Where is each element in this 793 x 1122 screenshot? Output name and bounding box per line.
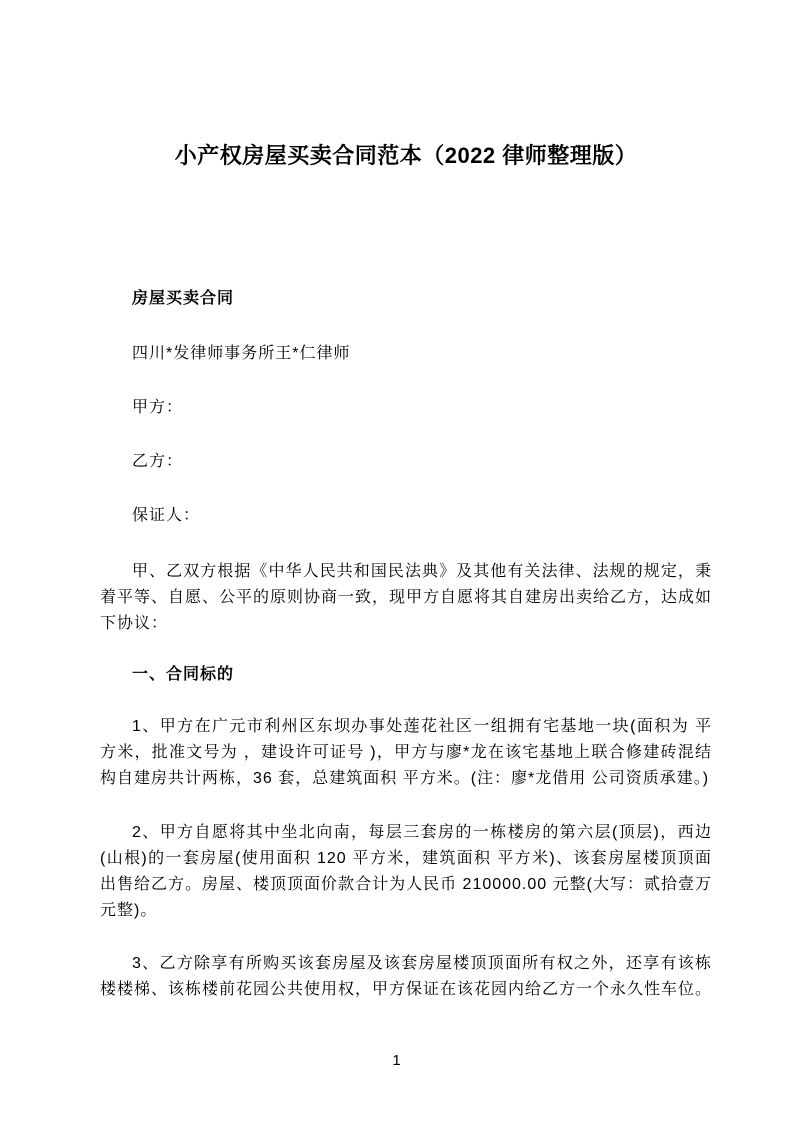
contract-heading: 房屋买卖合同	[132, 290, 235, 307]
law-firm-line: 四川*发律师事务所王*仁律师	[132, 345, 351, 362]
party-b-line: 乙方：	[132, 453, 184, 470]
page-number: 1	[392, 1052, 401, 1069]
document-title: 小产权房屋买卖合同范本（2022 律师整理版）	[174, 143, 638, 168]
clause-1: 1、甲方在广元市利州区东坝办事处莲花社区一组拥有宅基地一块(面积为 平方米，批准文号为 ，建设许可证号 )，甲方与廖*龙在该宅基地上联合修建砖混结构自建房共计两栋，36 套，总建筑面积 平方米。(注：廖*龙借用 公司资质承建。)	[100, 718, 712, 787]
party-a-line: 甲方：	[132, 399, 184, 416]
clause-3: 3、乙方除享有所购买该套房屋及该套房屋楼顶顶面所有权之外，还享有该栋楼楼梯、该栋楼前花园公共使用权，甲方保证在该花园内给乙方一个永久性车位。	[100, 955, 713, 998]
section-1-heading: 一、合同标的	[132, 666, 235, 683]
clause-2: 2、甲方自愿将其中坐北向南，每层三套房的一栋楼房的第六层(顶层)，西边(山根)的一套房屋(使用面积 120 平方米，建筑面积 平方米)、该套房屋楼顶顶面出售给乙方。房屋、楼顶顶面价款合计为人民币 210000.00 元整(大写：贰拾壹万元整)。	[100, 824, 712, 919]
guarantor-line: 保证人：	[132, 507, 201, 524]
preamble-paragraph: 甲、乙双方根据《中华人民共和国民法典》及其他有关法律、法规的规定，秉着平等、自愿、公平的原则协商一致，现甲方自愿将其自建房出卖给乙方，达成如下协议：	[100, 563, 713, 632]
document-content	[0, 141, 793, 1003]
